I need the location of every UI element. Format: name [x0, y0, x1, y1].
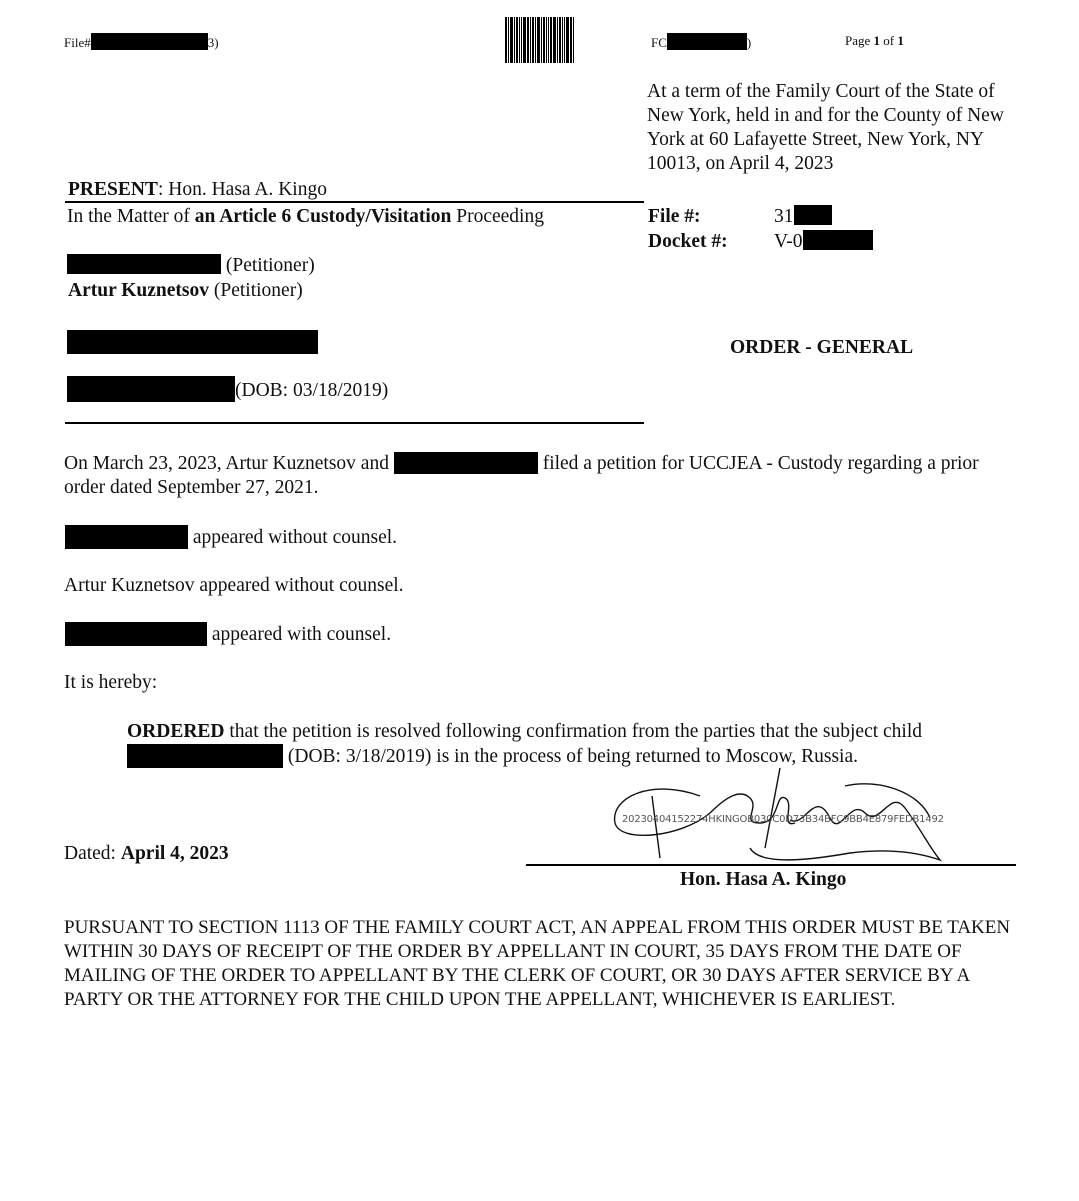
redaction-bar	[667, 33, 747, 50]
appearance-3: appeared with counsel.	[65, 622, 391, 647]
party-2: Artur Kuznetsov (Petitioner)	[68, 280, 303, 301]
file-suffix: 3)	[207, 35, 219, 50]
matter-line: In the Matter of an Article 6 Custody/Visitation Proceeding	[67, 206, 544, 227]
page-indicator: Page 1 of 1	[845, 33, 904, 48]
file-number-label: File #:	[648, 206, 701, 227]
intro-paragraph: On March 23, 2023, Artur Kuznetsov and filed a petition for UCCJEA - Custody regarding a prior order dated September 27, 2021.	[64, 453, 979, 498]
barcode	[505, 17, 575, 63]
file-prefix: File#	[64, 35, 91, 50]
redaction-bar	[394, 452, 538, 474]
redaction-bar	[65, 525, 188, 549]
judge-name: : Hon. Hasa A. Kingo	[157, 179, 327, 200]
signature-hash: 20230404152274HKINGOB030C0D73B34BFC9BB4E879FEDB1492	[622, 814, 944, 825]
party-1: (Petitioner)	[67, 254, 315, 278]
child-line: (DOB: 03/18/2019)	[67, 376, 388, 403]
caption-top-rule	[65, 201, 644, 203]
dated-line: Dated: April 4, 2023	[64, 843, 229, 864]
signature-rule	[526, 864, 1016, 866]
present-label: PRESENT	[68, 179, 158, 200]
appearance-1: appeared without counsel.	[65, 525, 397, 550]
redaction-bar	[67, 376, 235, 402]
party-3-redacted	[67, 330, 318, 356]
appearance-2: Artur Kuznetsov appeared without counsel.	[64, 575, 404, 596]
appeal-notice: PURSUANT TO SECTION 1113 OF THE FAMILY COURT ACT, AN APPEAL FROM THIS ORDER MUST BE TAKEN WITHIN 30 DAYS OF RECEIPT OF THE ORDER BY APPELLANT IN COURT, 35 DAYS FROM THE DATE OF MAILING OF THE ORDER TO APPELLANT BY THE CLERK OF COURT, OR 30 DAYS AFTER SERVICE BY A PARTY OR THE ATTORNEY FOR THE CHILD UPON THE APPELLANT, WHICHEVER IS EARLIEST.	[64, 917, 1011, 1010]
order-title: ORDER - GENERAL	[730, 337, 914, 358]
redaction-bar	[91, 33, 208, 50]
docket-number-value: V-0	[774, 230, 873, 254]
ordered-paragraph-line2: (DOB: 3/18/2019) is in the process of being returned to Moscow, Russia.	[127, 744, 858, 769]
file-number-value: 31	[774, 205, 832, 229]
redaction-bar	[67, 254, 221, 274]
docket-number-label: Docket #:	[648, 231, 728, 252]
ordered-paragraph: ORDERED that the petition is resolved following confirmation from the parties that the subject child	[127, 721, 923, 742]
header-file-ref	[64, 33, 219, 51]
redaction-bar	[65, 622, 207, 646]
present-line	[68, 178, 327, 202]
caption-bottom-rule	[65, 422, 644, 424]
fc-suffix: )	[746, 35, 752, 50]
court-term: At a term of the Family Court of the State of New York, held in and for the County of New York at 60 Lafayette Street, New York, NY 10013, on April 4, 2023	[647, 81, 1004, 174]
signing-judge: Hon. Hasa A. Kingo	[680, 869, 847, 890]
redaction-bar	[794, 205, 832, 225]
fc-prefix: FC	[651, 35, 667, 50]
redaction-bar	[803, 230, 873, 250]
hereby-line: It is hereby:	[64, 672, 158, 693]
header-fc-ref	[651, 33, 751, 51]
redaction-bar	[67, 330, 318, 354]
redaction-bar	[127, 744, 283, 768]
